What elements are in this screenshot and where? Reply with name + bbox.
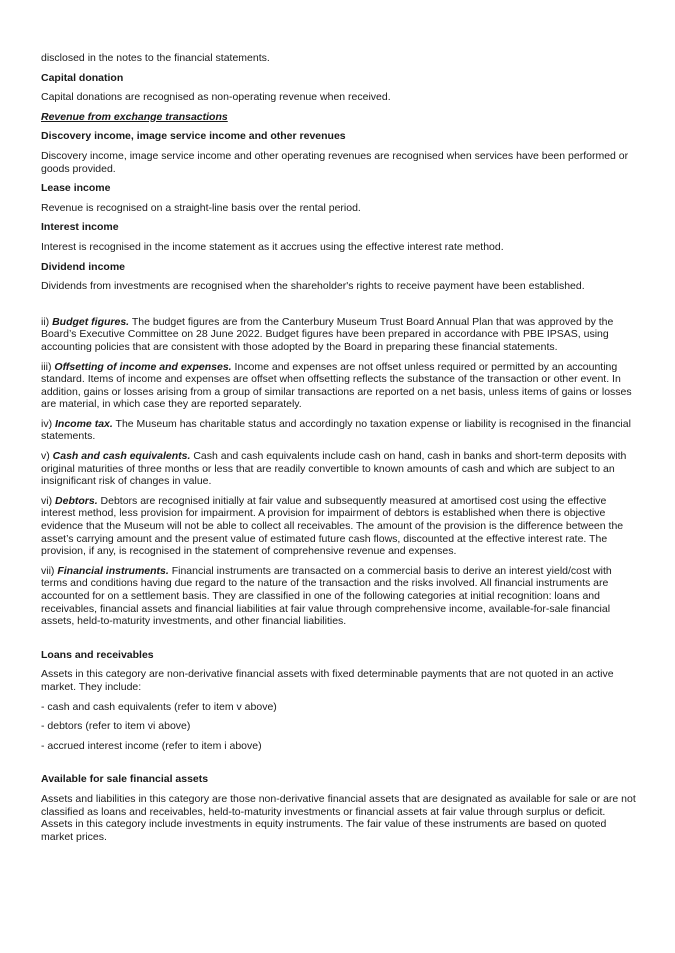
policy-number: iii) xyxy=(41,360,52,373)
policy-body: The Museum has charitable status and accordingly no taxation expense or liability is recognised in the financial statements. xyxy=(41,417,631,443)
loans-receivables-text: Assets in this category are non-derivative financial assets with fixed determinable payments that are not quoted in an active market. They include: xyxy=(41,668,614,693)
policy-income-tax xyxy=(41,418,636,443)
policy-title: Offsetting of income and expenses. xyxy=(54,360,232,373)
dividend-income-text: Dividends from investments are recognised when the shareholder's rights to receive payment have been established. xyxy=(41,280,585,293)
discovery-income-text: Discovery income, image service income and other operating revenues are recognised when services have been performed or goods provided. xyxy=(41,149,629,175)
policy-body: Income and expenses are not offset unless required or permitted by an accounting standard. Items of income and expenses are offset when offsetting reflects the substance of the transaction or other event. In addition, gains or losses arising from a group of similar transactions are reported on a net basis, unless items of gains or losses are material, in which case they are reported separately. xyxy=(41,360,632,411)
list-item: - accrued interest income (refer to item i above) xyxy=(41,739,262,752)
available-for-sale-heading: Available for sale financial assets xyxy=(41,773,209,786)
policy-number: ii) xyxy=(41,315,50,328)
loans-receivables-heading: Loans and receivables xyxy=(41,648,154,661)
policy-title: Debtors. xyxy=(55,494,98,507)
policy-body: Financial instruments are transacted on a commercial basis to derive an interest yield/cost with terms and conditions having due regard to the nature of the transaction and the risks involved. All financial instruments are accounted for on a settlement basis. They are classified in one of the following categories at initial recognition: loans and receivables, financial assets and financial liabilities at fair value through comprehensive income, available-for-sale financial assets, held-to-maturity investments, and other financial liabilities. xyxy=(41,564,612,628)
policy-title: Budget figures. xyxy=(52,315,130,328)
capital-donation-text: Capital donations are recognised as non-operating revenue when received. xyxy=(41,91,391,104)
policy-title: Income tax. xyxy=(55,417,113,430)
discovery-income-heading: Discovery income, image service income and other revenues xyxy=(41,130,346,143)
document-page xyxy=(41,52,636,850)
policy-cash xyxy=(41,450,636,488)
policy-financial-instruments xyxy=(41,565,636,628)
policy-body: The budget figures are from the Canterbury Museum Trust Board Annual Plan that was approved by the Board’s Executive Committee on 28 June 2022. Budget figures have been prepared in accordance with PBE IPSAS, using accounting policies that are consistent with those adopted by the Board in preparing these financial statements. xyxy=(41,315,614,353)
policy-body: Cash and cash equivalents include cash on hand, cash in banks and short-term deposits with original maturities of three months or less that are readily convertible to known amounts of cash and which are subject to an insignificant risk of changes in value. xyxy=(41,450,627,488)
policy-number: vii) xyxy=(41,564,55,577)
interest-income-heading: Interest income xyxy=(41,221,119,234)
policy-body: Debtors are recognised initially at fair value and subsequently measured at amortised cost using the effective interest method, less provision for impairment. A provision for impairment of debtors is established when there is objective evidence that the Museum will not be able to collect all receivables. The amount of the provision is the difference between the asset’s carrying amount and the present value of estimated future cash flows, discounted at the effective interest rate. The provision, if any, is recognised in the statement of comprehensive revenue and expenses. xyxy=(41,494,624,558)
policy-budget-figures xyxy=(41,316,636,354)
exchange-transactions-heading: Revenue from exchange transactions xyxy=(41,110,228,123)
capital-donation-heading: Capital donation xyxy=(41,71,124,84)
lease-income-text: Revenue is recognised on a straight-line basis over the rental period. xyxy=(41,201,361,214)
policy-offsetting xyxy=(41,361,636,411)
lease-income-heading: Lease income xyxy=(41,182,111,195)
policy-number: v) xyxy=(41,450,50,463)
policy-debtors xyxy=(41,495,636,558)
list-item: - debtors (refer to item vi above) xyxy=(41,720,191,733)
interest-income-text: Interest is recognised in the income statement as it accrues using the effective interest rate method. xyxy=(41,240,504,253)
dividend-income-heading: Dividend income xyxy=(41,260,126,273)
intro-text: disclosed in the notes to the financial statements. xyxy=(41,52,270,64)
available-for-sale-text: Assets and liabilities in this category are those non-derivative financial assets that are designated as available for sale or are not classified as loans and receivables, held-to-maturity investments or financial assets at fair value through surplus or deficit. Assets in this category include investments in equity instruments. The fair value of these instruments are based on quoted market prices. xyxy=(41,792,636,843)
policy-number: iv) xyxy=(41,417,53,430)
list-item: - cash and cash equivalents (refer to item v above) xyxy=(41,700,277,713)
policy-title: Cash and cash equivalents. xyxy=(52,450,191,463)
policy-title: Financial instruments. xyxy=(57,564,169,577)
policy-number: vi) xyxy=(41,494,53,507)
